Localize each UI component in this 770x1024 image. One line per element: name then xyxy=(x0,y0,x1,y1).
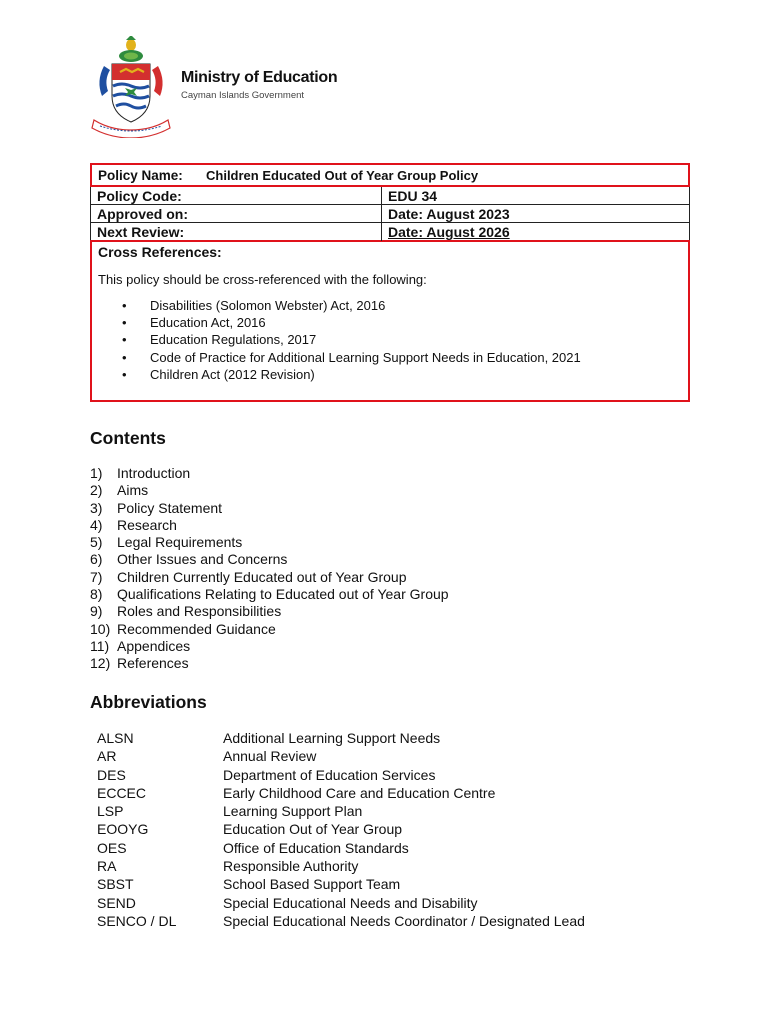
abbreviation-code: SBST xyxy=(97,876,134,893)
abbreviation-meaning: School Based Support Team xyxy=(223,876,401,893)
abbreviation-code: SENCO / DL xyxy=(97,912,177,929)
list-item xyxy=(90,482,449,499)
list-item xyxy=(90,621,449,638)
policy-details-grid xyxy=(90,187,690,241)
abbreviation-code: ECCEC xyxy=(97,784,147,801)
table-row xyxy=(97,912,585,930)
contents-link: Children Currently Educated out of Year Group xyxy=(117,568,407,585)
cross-references-section xyxy=(90,240,690,402)
item-number: 4) xyxy=(90,516,103,533)
contents-link: Roles and Responsibilities xyxy=(117,603,282,620)
next-review-label: Next Review: xyxy=(97,224,185,240)
contents-link: Research xyxy=(117,516,177,533)
abbreviations-heading: Abbreviations xyxy=(90,692,207,712)
table-row xyxy=(97,802,585,820)
list-item xyxy=(90,655,449,672)
item-number: 10) xyxy=(90,620,111,637)
bullet-icon: • xyxy=(122,332,127,348)
item-number: 5) xyxy=(90,534,103,551)
table-row xyxy=(97,820,585,838)
approved-value: Date: August 2023 xyxy=(382,205,689,223)
contents-link: Other Issues and Concerns xyxy=(117,551,288,568)
table-row xyxy=(97,875,585,893)
item-number: 9) xyxy=(90,603,103,620)
contents-link: Aims xyxy=(117,482,149,499)
contents-link: Legal Requirements xyxy=(117,534,243,551)
table-row xyxy=(97,747,585,765)
policy-code-value: EDU 34 xyxy=(382,187,689,205)
contents-link: Recommended Guidance xyxy=(117,620,276,637)
item-number: 1) xyxy=(90,465,103,481)
list-item xyxy=(90,517,449,534)
list-item xyxy=(90,465,449,482)
cross-references-list xyxy=(98,297,682,383)
list-item xyxy=(90,551,449,568)
policy-info-table xyxy=(90,163,690,402)
bullet-icon: • xyxy=(122,298,127,313)
abbreviation-meaning: Annual Review xyxy=(223,748,317,765)
abbreviation-meaning: Special Educational Needs and Disability xyxy=(223,894,478,911)
contents-link: Appendices xyxy=(117,637,191,654)
abbreviation-meaning: Special Educational Needs Coordinator / Designated Lead xyxy=(223,912,585,929)
policy-name-row xyxy=(90,163,690,187)
policy-name-label: Policy Name: xyxy=(98,167,183,183)
cross-reference-text: Education Regulations, 2017 xyxy=(150,332,317,348)
list-item xyxy=(90,638,449,655)
abbreviation-meaning: Additional Learning Support Needs xyxy=(223,730,441,746)
cross-references-intro: This policy should be cross-referenced with the following: xyxy=(98,272,427,287)
list-item xyxy=(90,534,449,551)
abbreviation-code: LSP xyxy=(97,803,124,820)
table-row xyxy=(97,766,585,784)
item-number: 2) xyxy=(90,482,103,499)
item-number: 6) xyxy=(90,551,103,568)
abbreviation-code: ALSN xyxy=(97,730,134,746)
list-item xyxy=(90,500,449,517)
list-item xyxy=(90,586,449,603)
cross-reference-text: Code of Practice for Additional Learning Support Needs in Education, 2021 xyxy=(150,349,581,365)
next-review-value: Date: August 2026 xyxy=(388,224,510,240)
abbreviation-code: DES xyxy=(97,766,126,783)
abbreviation-code: EOOYG xyxy=(97,821,149,838)
table-row xyxy=(97,857,585,875)
list-item xyxy=(98,349,682,366)
cross-references-title: Cross References: xyxy=(98,244,222,260)
bullet-icon: • xyxy=(122,349,127,365)
list-item xyxy=(98,297,682,314)
ministry-title: Ministry of Education xyxy=(181,69,338,86)
list-item xyxy=(98,314,682,331)
contents-link: Introduction xyxy=(117,465,191,481)
list-item xyxy=(90,569,449,586)
contents-link: References xyxy=(117,655,189,672)
item-number: 7) xyxy=(90,568,103,585)
bullet-icon: • xyxy=(122,366,127,382)
abbreviation-meaning: Learning Support Plan xyxy=(223,803,363,820)
item-number: 11) xyxy=(90,637,110,654)
abbreviation-code: SEND xyxy=(97,894,136,911)
abbreviation-code: RA xyxy=(97,858,117,875)
policy-code-label: Policy Code: xyxy=(91,187,381,205)
abbreviation-meaning: Department of Education Services xyxy=(223,766,436,783)
list-item xyxy=(98,366,682,383)
abbreviation-meaning: Responsible Authority xyxy=(223,858,359,875)
coat-of-arms-logo xyxy=(90,36,172,138)
table-row xyxy=(97,784,585,802)
item-number: 8) xyxy=(90,586,103,603)
contents-link: Qualifications Relating to Educated out of Year Group xyxy=(117,586,449,603)
abbreviation-meaning: Early Childhood Care and Education Centre xyxy=(223,784,496,801)
list-item xyxy=(98,331,682,348)
abbreviation-code: AR xyxy=(97,748,117,765)
abbreviations-table xyxy=(97,729,585,930)
cross-reference-text: Education Act, 2016 xyxy=(150,315,266,331)
contents-link: Policy Statement xyxy=(117,499,223,516)
approved-label: Approved on: xyxy=(91,205,381,223)
bullet-icon: • xyxy=(122,315,127,331)
policy-name-value: Children Educated Out of Year Group Policy xyxy=(206,167,479,183)
contents-heading: Contents xyxy=(90,428,166,448)
list-item xyxy=(90,603,449,620)
abbreviation-meaning: Office of Education Standards xyxy=(223,839,409,856)
table-row xyxy=(97,729,585,747)
table-row xyxy=(97,894,585,912)
item-number: 3) xyxy=(90,499,103,516)
item-number: 12) xyxy=(90,655,111,672)
table-row xyxy=(97,839,585,857)
government-subtitle: Cayman Islands Government xyxy=(181,90,305,101)
abbreviation-meaning: Education Out of Year Group xyxy=(223,821,403,838)
cross-reference-text: Children Act (2012 Revision) xyxy=(150,366,315,382)
abbreviation-code: OES xyxy=(97,839,127,856)
cross-reference-text: Disabilities (Solomon Webster) Act, 2016 xyxy=(150,298,386,313)
contents-list xyxy=(90,465,449,673)
